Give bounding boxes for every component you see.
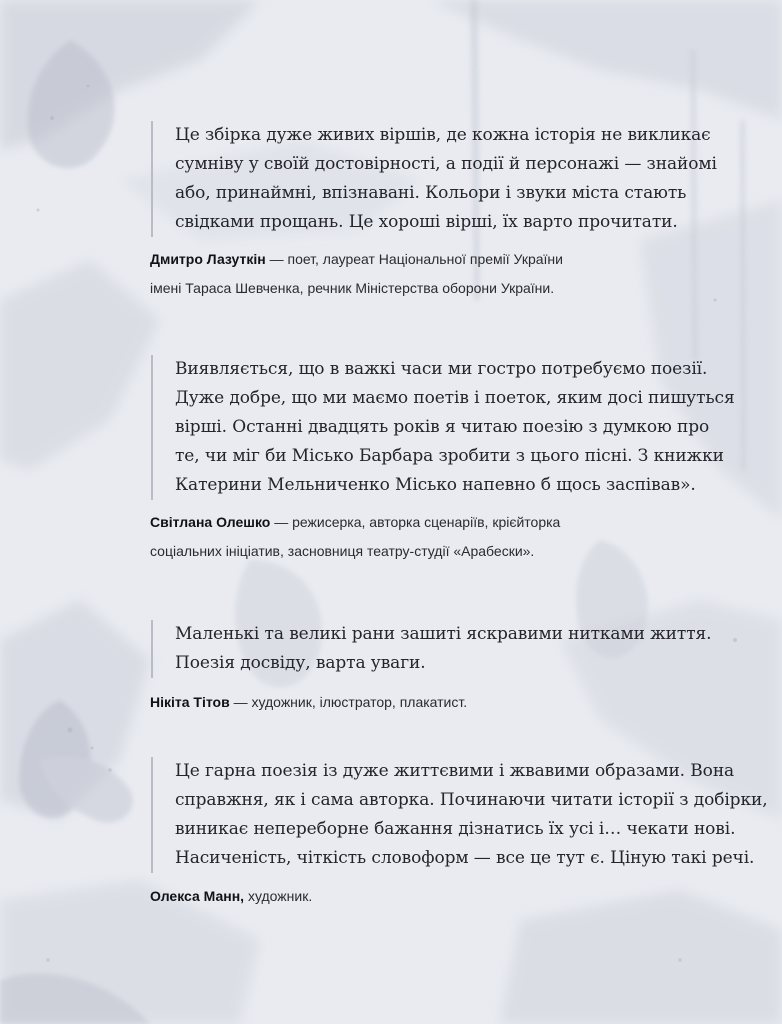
review-attribution bbox=[150, 882, 312, 911]
quote-line: Виявляється, що в важкі часи ми гостро потребуємо поезії. bbox=[175, 359, 708, 379]
quote-line: Катерини Мельниченко Місько напевно б щось заспівав». bbox=[175, 475, 696, 495]
quote-line: сумніву у своїй достовірності, а події й персонажі — знайомі bbox=[175, 154, 717, 174]
attribution-line bbox=[150, 245, 563, 274]
quote-line: свідками прощань. Це хороші вірші, їх варто прочитати. bbox=[175, 212, 678, 232]
attribution-line bbox=[150, 882, 312, 911]
review-attribution bbox=[150, 508, 560, 566]
quote-line: Дуже добре, що ми маємо поетів і поеток, яким досі пишуться bbox=[175, 388, 735, 408]
quote-line: вірші. Останні двадцять років я читаю поезію з думкою про bbox=[175, 417, 710, 437]
quote-line: Поезія досвіду, варта уваги. bbox=[175, 653, 426, 673]
review-quote bbox=[151, 757, 768, 873]
review-attribution bbox=[150, 245, 563, 303]
reviewer-name: Дмитро Лазуткін bbox=[150, 251, 266, 267]
reviewer-name: Нікіта Тітов bbox=[150, 694, 230, 710]
review-attribution bbox=[150, 688, 467, 717]
quote-line: справжня, як і сама авторка. Починаючи читати історії з добірки, bbox=[175, 790, 768, 810]
reviewer-name: Світлана Олешко bbox=[150, 514, 271, 530]
reviewer-description: — поет, лауреат Національної премії України bbox=[265, 251, 563, 267]
quote-line: Це гарна поезія із дуже життєвими і жвавими образами. Вона bbox=[175, 761, 735, 781]
quote-line: Маленькі та великі рани зашиті яскравими нитками життя. bbox=[175, 624, 712, 644]
quote-line: Насиченість, чіткість словоформ — все це тут є. Ціную такі речі. bbox=[175, 848, 755, 868]
quote-line: або, принаймні, впізнавані. Кольори і звуки міста стають bbox=[175, 183, 687, 203]
reviewer-description: імені Тараса Шевченка, речник Міністерства оборони України. bbox=[150, 280, 555, 296]
reviewer-name: Олекса Манн, bbox=[150, 888, 245, 904]
reviewer-description: — режисерка, авторка сценаріїв, крієйторка bbox=[270, 514, 561, 530]
attribution-line bbox=[150, 508, 560, 537]
quote-line: виникає непереборне бажання дізнатись їх усі і… чекати нові. bbox=[175, 819, 736, 839]
reviewer-description: — художник, ілюстратор, плакатист. bbox=[229, 694, 468, 710]
review-quote bbox=[151, 121, 717, 237]
reviewer-description: художник. bbox=[244, 888, 313, 904]
quote-line: Це збірка дуже живих віршів, де кожна історія не викликає bbox=[175, 125, 711, 145]
quote-line: те, чи міг би Місько Барбара зробити з цього пісні. З книжки bbox=[175, 446, 724, 466]
attribution-line bbox=[150, 688, 467, 717]
review-quote bbox=[151, 620, 711, 678]
review-quote bbox=[151, 355, 735, 500]
reviewer-description: соціальних ініціатив, засновниця театру-студії «Арабески». bbox=[150, 543, 535, 559]
